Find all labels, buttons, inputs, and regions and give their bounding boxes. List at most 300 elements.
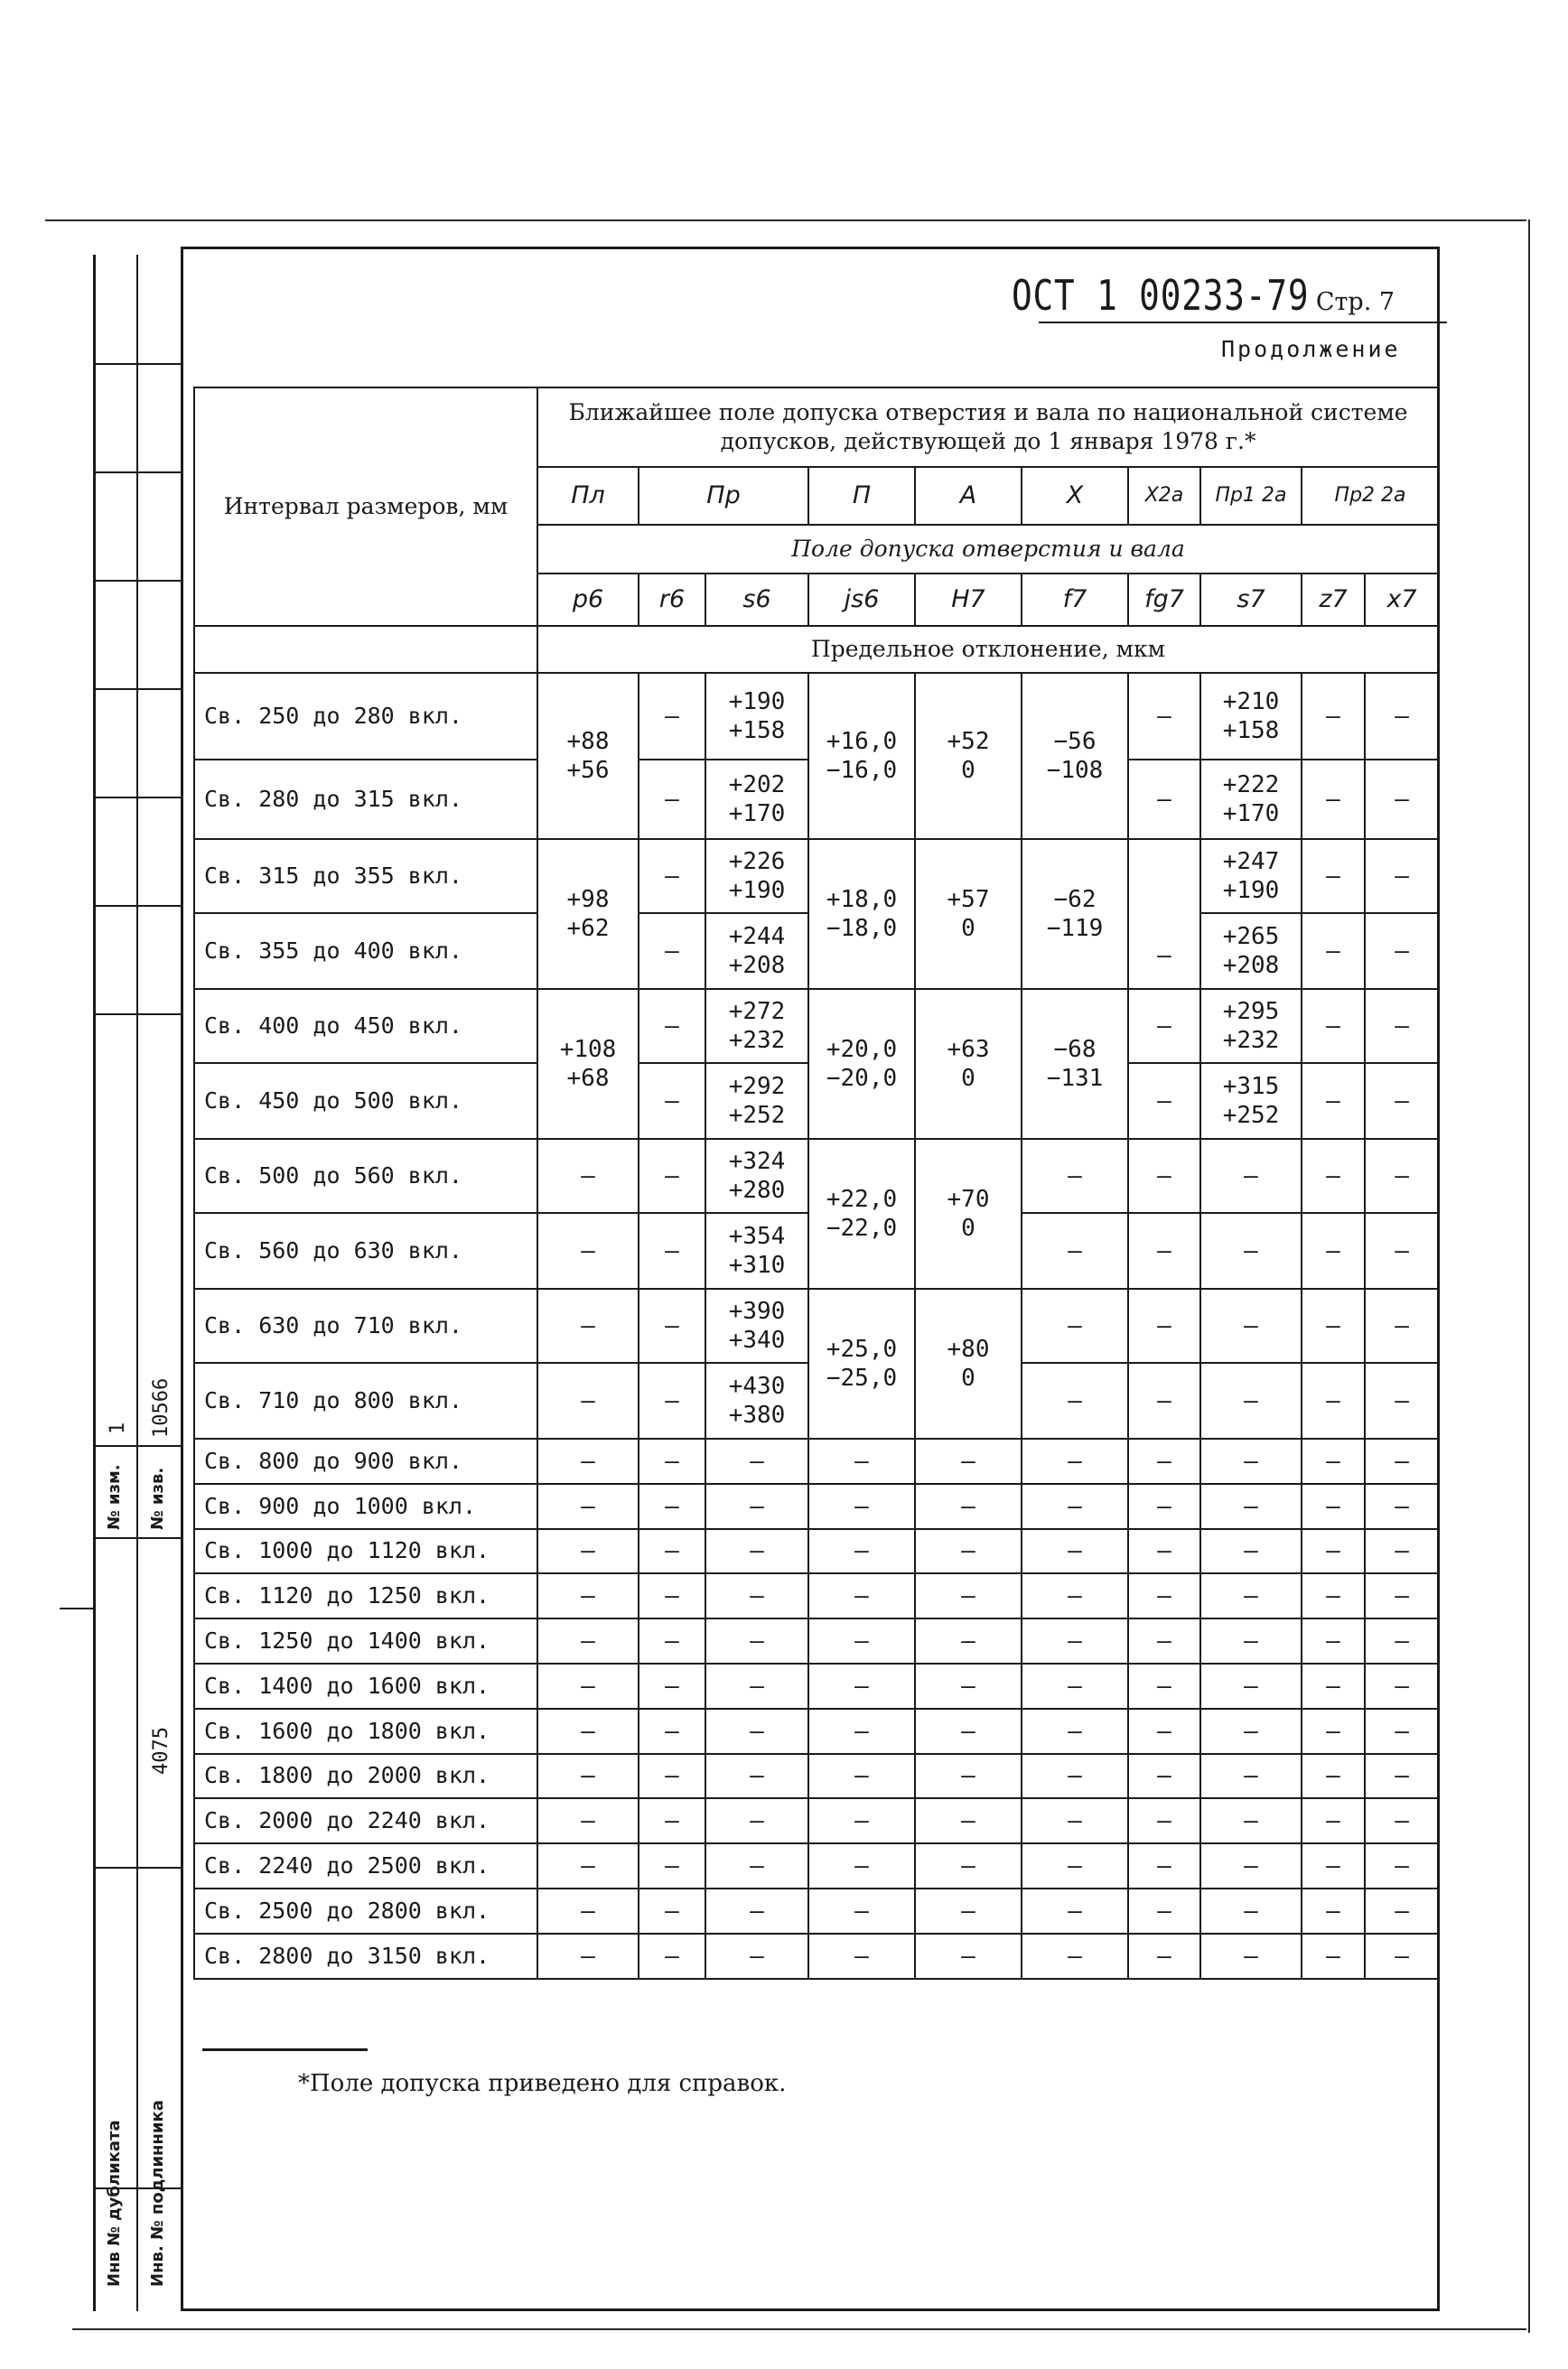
deviation-value: +57 xyxy=(947,886,990,913)
h7-cell: – xyxy=(915,1934,1022,1979)
interval-cell: Св. 315 до 355 вкл. xyxy=(194,839,537,913)
f7-cell: – xyxy=(1022,1139,1128,1213)
footnote: *Поле допуска приведено для справок. xyxy=(298,2070,787,2097)
s7-cell: – xyxy=(1200,1289,1302,1363)
fg7-cell: – xyxy=(1128,1139,1200,1213)
table-row xyxy=(194,1484,1439,1529)
deviation-value: +315 xyxy=(1222,1073,1280,1100)
s6-cell xyxy=(705,1289,808,1363)
h7-cell: – xyxy=(915,1573,1022,1618)
s7-cell: – xyxy=(1200,1213,1302,1289)
deviation-value: +202 xyxy=(728,771,786,798)
p6-cell xyxy=(537,673,639,839)
interval-cell: Св. 250 до 280 вкл. xyxy=(194,673,537,760)
strip-divider xyxy=(96,688,183,690)
deviation-value: +380 xyxy=(728,1402,786,1429)
s7-cell xyxy=(1200,760,1302,839)
js6-cell: – xyxy=(808,1754,915,1799)
x7-cell: – xyxy=(1365,1484,1439,1529)
x7-cell: – xyxy=(1365,1798,1439,1843)
h7-cell: – xyxy=(915,1439,1022,1484)
interval-cell: Св. 800 до 900 вкл. xyxy=(194,1439,537,1484)
iso-field: z7 xyxy=(1302,574,1365,626)
deviation-value: −108 xyxy=(1046,757,1104,784)
h7-cell: – xyxy=(915,1618,1022,1664)
deviation-value: +170 xyxy=(1222,800,1280,827)
strip-divider xyxy=(96,1867,183,1869)
change-no-label: № изм. xyxy=(105,1464,124,1530)
deviation-value: +310 xyxy=(728,1252,786,1279)
f7-cell: – xyxy=(1022,1618,1128,1664)
page-label: Стр. 7 xyxy=(1315,288,1395,316)
f7-cell: – xyxy=(1022,1754,1128,1799)
original-inv-value: 4075 xyxy=(150,1727,173,1775)
p6-cell: – xyxy=(537,1484,639,1529)
h7-cell xyxy=(915,989,1022,1139)
js6-cell: – xyxy=(808,1573,915,1618)
x7-cell: – xyxy=(1365,839,1439,913)
z7-cell: – xyxy=(1302,673,1365,760)
fg7-cell: – xyxy=(1128,1213,1200,1289)
s6-cell: – xyxy=(705,1618,808,1664)
x7-cell: – xyxy=(1365,1213,1439,1289)
fg7-cell: – xyxy=(1128,1363,1200,1439)
z7-cell: – xyxy=(1302,760,1365,839)
s7-cell: – xyxy=(1200,1798,1302,1843)
deviation-value: +292 xyxy=(728,1073,786,1100)
p6-cell: – xyxy=(537,1934,639,1979)
interval-cell: Св. 900 до 1000 вкл. xyxy=(194,1484,537,1529)
p6-cell: – xyxy=(537,1363,639,1439)
r6-cell: – xyxy=(639,1363,705,1439)
f7-cell: – xyxy=(1022,1709,1128,1754)
deviation-value: −16,0 xyxy=(826,757,898,784)
js6-cell: – xyxy=(808,1934,915,1979)
js6-cell xyxy=(808,839,915,989)
national-field: Х2а xyxy=(1128,467,1200,525)
x7-cell: – xyxy=(1365,1439,1439,1484)
x7-cell: – xyxy=(1365,1063,1439,1139)
interval-cell: Св. 355 до 400 вкл. xyxy=(194,913,537,989)
f7-cell: – xyxy=(1022,1484,1128,1529)
p6-cell: – xyxy=(537,1439,639,1484)
x7-cell: – xyxy=(1365,1754,1439,1799)
interval-cell: Св. 1600 до 1800 вкл. xyxy=(194,1709,537,1754)
deviation-value: +158 xyxy=(728,717,786,744)
deviation-value: +226 xyxy=(728,848,786,875)
s7-cell xyxy=(1200,913,1302,989)
national-field: Пр1 2а xyxy=(1200,467,1302,525)
deviation-value: −25,0 xyxy=(826,1365,898,1392)
interval-cell: Св. 710 до 800 вкл. xyxy=(194,1363,537,1439)
fg7-cell: – xyxy=(1128,1573,1200,1618)
r6-cell: – xyxy=(639,1798,705,1843)
table-row xyxy=(194,1529,1439,1574)
s7-cell xyxy=(1200,989,1302,1063)
interval-cell: Св. 1800 до 2000 вкл. xyxy=(194,1754,537,1799)
deviation-value: +190 xyxy=(728,688,786,715)
fg7-cell: – xyxy=(1128,1063,1200,1139)
deviation-value: +232 xyxy=(728,1027,786,1054)
interval-cell: Св. 560 до 630 вкл. xyxy=(194,1213,537,1289)
h7-cell: – xyxy=(915,1664,1022,1709)
deviation-value: +430 xyxy=(728,1373,786,1400)
s6-cell xyxy=(705,1213,808,1289)
s7-cell: – xyxy=(1200,1573,1302,1618)
p6-cell: – xyxy=(537,1573,639,1618)
s7-cell xyxy=(1200,673,1302,760)
fg7-cell: – xyxy=(1128,1798,1200,1843)
s7-cell: – xyxy=(1200,1843,1302,1889)
deviation-value: +208 xyxy=(728,952,786,979)
x7-cell: – xyxy=(1365,1934,1439,1979)
table-row xyxy=(194,1709,1439,1754)
x7-cell: – xyxy=(1365,1664,1439,1709)
f7-cell: – xyxy=(1022,1889,1128,1934)
deviation-value: +62 xyxy=(566,915,610,942)
r6-cell: – xyxy=(639,1063,705,1139)
deviation-value: +68 xyxy=(566,1065,610,1092)
p6-cell: – xyxy=(537,1664,639,1709)
r6-cell: – xyxy=(639,1289,705,1363)
js6-cell: – xyxy=(808,1889,915,1934)
deviation-value: −131 xyxy=(1046,1065,1104,1092)
s6-cell: – xyxy=(705,1934,808,1979)
deviation-value: +210 xyxy=(1222,688,1280,715)
z7-cell: – xyxy=(1302,1798,1365,1843)
iso-field: H7 xyxy=(915,574,1022,626)
duplicate-inv-label: Инв № дубликата xyxy=(105,2120,124,2287)
f7-cell: – xyxy=(1022,1573,1128,1618)
deviation-value: +25,0 xyxy=(826,1336,898,1363)
s7-cell: – xyxy=(1200,1439,1302,1484)
r6-cell: – xyxy=(639,1709,705,1754)
s6-cell xyxy=(705,913,808,989)
js6-cell xyxy=(808,989,915,1139)
h7-cell xyxy=(915,1139,1022,1289)
s6-cell xyxy=(705,1363,808,1439)
f7-cell: – xyxy=(1022,1798,1128,1843)
p6-cell: – xyxy=(537,1889,639,1934)
s6-cell: – xyxy=(705,1843,808,1889)
s6-cell xyxy=(705,989,808,1063)
fg7-cell: – xyxy=(1128,1618,1200,1664)
document-code: ОСТ 1 00233-79 xyxy=(1012,271,1310,320)
deviation-value: +158 xyxy=(1222,717,1280,744)
p6-cell: – xyxy=(537,1529,639,1574)
deviation-value: −62 xyxy=(1053,886,1097,913)
page-bottom-rule xyxy=(72,2328,1526,2330)
s6-cell: – xyxy=(705,1798,808,1843)
s6-cell: – xyxy=(705,1754,808,1799)
x7-cell: – xyxy=(1365,1889,1439,1934)
h7-cell: – xyxy=(915,1889,1022,1934)
continuation-label: Продолжение xyxy=(1221,336,1401,362)
js6-cell: – xyxy=(808,1843,915,1889)
f7-cell: – xyxy=(1022,1664,1128,1709)
notice-no-value: 10566 xyxy=(150,1377,173,1438)
x7-cell: – xyxy=(1365,1289,1439,1363)
deviation-value: +80 xyxy=(947,1336,990,1363)
r6-cell: – xyxy=(639,1754,705,1799)
deviation-value: +340 xyxy=(728,1327,786,1354)
fg7-cell: – xyxy=(1128,1934,1200,1979)
interval-cell: Св. 2500 до 2800 вкл. xyxy=(194,1889,537,1934)
deviation-value: +232 xyxy=(1222,1027,1280,1054)
interval-cell: Св. 2000 до 2240 вкл. xyxy=(194,1798,537,1843)
deviation-header: Предельное отклонение, мкм xyxy=(537,626,1439,673)
document-header xyxy=(1012,271,1395,320)
iso-field: s7 xyxy=(1200,574,1302,626)
js6-cell: – xyxy=(808,1484,915,1529)
s7-cell: – xyxy=(1200,1754,1302,1799)
fg7-cell: – xyxy=(1128,1289,1200,1363)
s6-cell xyxy=(705,1063,808,1139)
fg7-cell: – xyxy=(1128,1889,1200,1934)
fg7-cell: – xyxy=(1128,760,1200,839)
iso-field: f7 xyxy=(1022,574,1128,626)
x7-cell: – xyxy=(1365,673,1439,760)
deviation-value: −119 xyxy=(1046,915,1104,942)
s6-cell xyxy=(705,1139,808,1213)
z7-cell: – xyxy=(1302,1843,1365,1889)
z7-cell: – xyxy=(1302,989,1365,1063)
f7-cell: – xyxy=(1022,1289,1128,1363)
p6-cell xyxy=(537,839,639,989)
interval-cell: Св. 1120 до 1250 вкл. xyxy=(194,1573,537,1618)
r6-cell: – xyxy=(639,989,705,1063)
fg7-cell: – xyxy=(1128,1843,1200,1889)
table-row xyxy=(194,1664,1439,1709)
p6-cell: – xyxy=(537,1213,639,1289)
f7-cell: – xyxy=(1022,1934,1128,1979)
p6-cell xyxy=(537,989,639,1139)
deviation-value: −22,0 xyxy=(826,1215,898,1242)
margin-strip xyxy=(93,255,181,2311)
s7-cell: – xyxy=(1200,1934,1302,1979)
js6-cell: – xyxy=(808,1798,915,1843)
tolerance-table xyxy=(193,387,1440,1980)
fg7-cell: – xyxy=(1128,1439,1200,1484)
iso-field: s6 xyxy=(705,574,808,626)
s7-cell: – xyxy=(1200,1529,1302,1574)
h7-cell: – xyxy=(915,1754,1022,1799)
deviation-value: +272 xyxy=(728,998,786,1025)
f7-cell xyxy=(1022,839,1128,989)
deviation-value: +16,0 xyxy=(826,728,898,755)
dash-rows xyxy=(194,1439,1439,1979)
footnote-rule xyxy=(202,2048,368,2051)
h7-cell xyxy=(915,1289,1022,1439)
x7-cell: – xyxy=(1365,1843,1439,1889)
deviation-value: +63 xyxy=(947,1036,990,1063)
r6-cell: – xyxy=(639,913,705,989)
interval-cell: Св. 280 до 315 вкл. xyxy=(194,760,537,839)
f7-cell: – xyxy=(1022,1363,1128,1439)
deviation-value: +208 xyxy=(1222,952,1280,979)
z7-cell: – xyxy=(1302,1934,1365,1979)
p6-cell: – xyxy=(537,1139,639,1213)
z7-cell: – xyxy=(1302,1063,1365,1139)
r6-cell: – xyxy=(639,839,705,913)
h7-cell: – xyxy=(915,1484,1022,1529)
z7-cell: – xyxy=(1302,1484,1365,1529)
header-underline xyxy=(1039,322,1447,323)
x7-cell: – xyxy=(1365,760,1439,839)
interval-cell: Св. 1000 до 1120 вкл. xyxy=(194,1529,537,1574)
fg7-cell: – xyxy=(1128,1709,1200,1754)
iso-field: x7 xyxy=(1365,574,1439,626)
r6-cell: – xyxy=(639,1213,705,1289)
r6-cell: – xyxy=(639,1843,705,1889)
h7-cell: – xyxy=(915,1843,1022,1889)
r6-cell: – xyxy=(639,1529,705,1574)
fg7-cell: – xyxy=(1128,673,1200,760)
js6-cell: – xyxy=(808,1618,915,1664)
table-row xyxy=(194,1934,1439,1979)
s7-cell: – xyxy=(1200,1664,1302,1709)
z7-cell: – xyxy=(1302,1618,1365,1664)
deviation-value: +70 xyxy=(947,1186,990,1213)
deviation-value: +324 xyxy=(728,1148,786,1175)
r6-cell: – xyxy=(639,760,705,839)
deviation-value: +295 xyxy=(1222,998,1280,1025)
s6-cell: – xyxy=(705,1484,808,1529)
z7-cell: – xyxy=(1302,1439,1365,1484)
national-field: Пр2 2а xyxy=(1302,467,1439,525)
deviation-value: 0 xyxy=(961,1065,975,1092)
f7-cell: – xyxy=(1022,1529,1128,1574)
s6-cell xyxy=(705,839,808,913)
js6-cell: – xyxy=(808,1529,915,1574)
interval-cell: Св. 2800 до 3150 вкл. xyxy=(194,1934,537,1979)
fg7-cell: – xyxy=(1128,989,1200,1063)
iso-field: r6 xyxy=(639,574,705,626)
z7-cell: – xyxy=(1302,1213,1365,1289)
z7-cell: – xyxy=(1302,913,1365,989)
strip-divider xyxy=(60,1608,96,1609)
deviation-value: +52 xyxy=(947,728,990,755)
strip-divider xyxy=(96,580,183,582)
p6-cell: – xyxy=(537,1618,639,1664)
deviation-value: +280 xyxy=(728,1177,786,1204)
deviation-value: −56 xyxy=(1053,728,1097,755)
p6-cell: – xyxy=(537,1289,639,1363)
js6-cell xyxy=(808,673,915,839)
p6-cell: – xyxy=(537,1843,639,1889)
r6-cell: – xyxy=(639,1889,705,1934)
fg7-cell: – xyxy=(1128,1754,1200,1799)
s6-cell: – xyxy=(705,1529,808,1574)
js6-cell: – xyxy=(808,1664,915,1709)
z7-cell: – xyxy=(1302,1889,1365,1934)
iso-field: fg7 xyxy=(1128,574,1200,626)
interval-cell: Св. 1250 до 1400 вкл. xyxy=(194,1618,537,1664)
deviation-value: +56 xyxy=(566,757,610,784)
table-row xyxy=(194,1843,1439,1889)
table-row xyxy=(194,1798,1439,1843)
deviation-value: +22,0 xyxy=(826,1186,898,1213)
z7-cell: – xyxy=(1302,1664,1365,1709)
deviation-value: 0 xyxy=(961,1215,975,1242)
x7-cell: – xyxy=(1365,913,1439,989)
js6-cell: – xyxy=(808,1709,915,1754)
p6-cell: – xyxy=(537,1754,639,1799)
h7-cell: – xyxy=(915,1709,1022,1754)
strip-divider xyxy=(96,471,183,473)
h7-cell: – xyxy=(915,1529,1022,1574)
js6-cell xyxy=(808,1139,915,1289)
national-field: П xyxy=(808,467,915,525)
deviation-value: +354 xyxy=(728,1223,786,1250)
s6-cell xyxy=(705,760,808,839)
z7-cell: – xyxy=(1302,1139,1365,1213)
x7-cell: – xyxy=(1365,1573,1439,1618)
strip-divider xyxy=(96,905,183,907)
js6-cell: – xyxy=(808,1439,915,1484)
z7-cell: – xyxy=(1302,1289,1365,1363)
x7-cell: – xyxy=(1365,1529,1439,1574)
z7-cell: – xyxy=(1302,1754,1365,1799)
fg7-cell: – xyxy=(1128,839,1200,989)
table-row xyxy=(194,1618,1439,1664)
deviation-value: 0 xyxy=(961,915,975,942)
s6-cell: – xyxy=(705,1709,808,1754)
f7-cell: – xyxy=(1022,1213,1128,1289)
deviation-value: +18,0 xyxy=(826,886,898,913)
r6-cell: – xyxy=(639,1439,705,1484)
strip-divider xyxy=(96,1013,183,1015)
interval-cell: Св. 450 до 500 вкл. xyxy=(194,1063,537,1139)
deviation-value: −20,0 xyxy=(826,1065,898,1092)
js6-cell xyxy=(808,1289,915,1439)
deviation-value: +108 xyxy=(559,1036,617,1063)
f7-cell xyxy=(1022,989,1128,1139)
interval-cell: Св. 500 до 560 вкл. xyxy=(194,1139,537,1213)
r6-cell: – xyxy=(639,1934,705,1979)
s6-cell: – xyxy=(705,1573,808,1618)
r6-cell: – xyxy=(639,673,705,760)
deviation-value: +247 xyxy=(1222,848,1280,875)
z7-cell: – xyxy=(1302,1363,1365,1439)
interval-header: Интервал размеров, мм xyxy=(194,387,537,626)
s6-cell: – xyxy=(705,1664,808,1709)
interval-cell: Св. 630 до 710 вкл. xyxy=(194,1289,537,1363)
national-field: Пл xyxy=(537,467,639,525)
deviation-value: 0 xyxy=(961,757,975,784)
s7-cell: – xyxy=(1200,1139,1302,1213)
r6-cell: – xyxy=(639,1664,705,1709)
x7-cell: – xyxy=(1365,1618,1439,1664)
x7-cell: – xyxy=(1365,1139,1439,1213)
s7-cell: – xyxy=(1200,1618,1302,1664)
deviation-value: +252 xyxy=(1222,1102,1280,1129)
deviation-value: +244 xyxy=(728,923,786,950)
h7-cell xyxy=(915,839,1022,989)
r6-cell: – xyxy=(639,1573,705,1618)
h7-cell xyxy=(915,673,1022,839)
x7-cell: – xyxy=(1365,989,1439,1063)
s6-cell: – xyxy=(705,1439,808,1484)
deviation-value: +190 xyxy=(728,877,786,904)
deviation-value: +170 xyxy=(728,800,786,827)
strip-divider xyxy=(96,1445,183,1447)
deviation-value: +252 xyxy=(728,1102,786,1129)
deviation-value: +222 xyxy=(1222,771,1280,798)
p6-cell: – xyxy=(537,1798,639,1843)
s6-cell: – xyxy=(705,1889,808,1934)
table-row xyxy=(194,1439,1439,1484)
